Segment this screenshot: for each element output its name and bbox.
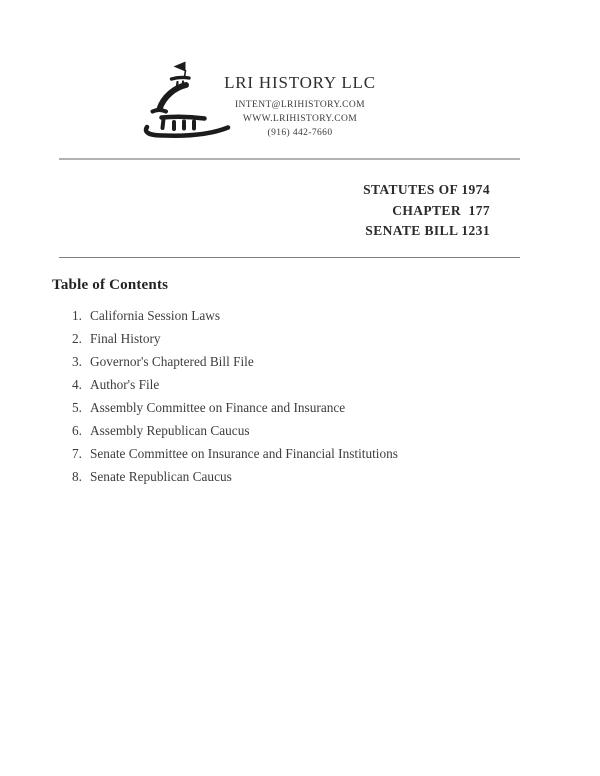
toc-item-number: 5.	[72, 400, 82, 415]
toc-item	[52, 465, 522, 488]
toc-item	[52, 419, 522, 442]
toc-item-label: California Session Laws	[90, 308, 220, 323]
table-of-contents	[52, 276, 522, 488]
toc-item-label: Assembly Republican Caucus	[90, 423, 250, 438]
toc-item-label: Senate Republican Caucus	[90, 469, 232, 484]
toc-item-label: Assembly Committee on Finance and Insurance	[90, 400, 346, 415]
toc-item-number: 7.	[72, 446, 82, 461]
company-email: INTENT@LRIHISTORY.COM	[234, 100, 365, 110]
letterhead	[170, 72, 430, 140]
toc-item-label: Senate Committee on Insurance and Financial Institutions	[90, 446, 398, 461]
company-phone: (916) 442-7660	[267, 128, 333, 138]
toc-item-number: 1.	[72, 308, 82, 323]
toc-item-number: 8.	[72, 469, 82, 484]
toc-item	[52, 327, 522, 350]
toc-item	[52, 350, 522, 373]
toc-item-number: 4.	[72, 377, 82, 392]
toc-item-label: Author's File	[90, 377, 160, 392]
toc-title: Table of Contents	[52, 277, 169, 293]
statutes-year-line: STATUTES OF 1974	[363, 182, 490, 197]
company-name: LRI HISTORY LLC	[224, 73, 376, 92]
toc-item	[52, 373, 522, 396]
toc-list	[52, 304, 522, 488]
header-divider	[59, 158, 520, 160]
toc-item-label: Governor's Chaptered Bill File	[90, 354, 254, 369]
senate-bill-line: SENATE BILL 1231	[365, 223, 490, 238]
toc-item	[52, 396, 522, 419]
toc-item	[52, 304, 522, 327]
reference-divider	[59, 257, 520, 258]
bill-reference-block	[363, 180, 490, 242]
toc-item-number: 6.	[72, 423, 82, 438]
toc-item-label: Final History	[90, 331, 161, 346]
toc-item-number: 2.	[72, 331, 82, 346]
chapter-line: CHAPTER 177	[392, 202, 490, 218]
company-website: WWW.LRIHISTORY.COM	[242, 114, 358, 124]
toc-item-number: 3.	[72, 354, 82, 369]
toc-item	[52, 442, 522, 465]
